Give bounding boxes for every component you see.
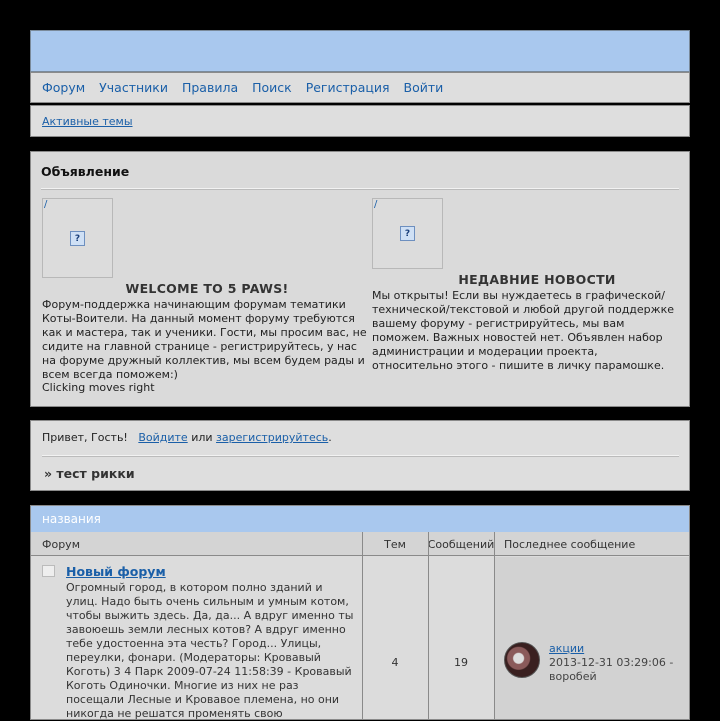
announcement-panel: [30, 151, 690, 407]
greeting-or: или: [191, 431, 213, 444]
right-announcement-image[interactable]: [372, 198, 443, 269]
right-announcement-text: Мы открыты! Если вы нуждаетесь в графической/ технической/текстовой и любой другой поддержке вашему форуму - регистрируйтесь, мы вам поможем. Важных новостей нет. Объявлен набор администрации и модерации проекта, относительно этого - пишите в личку парамошке.: [372, 289, 674, 372]
avatar[interactable]: [504, 642, 540, 678]
column-posts: Сообщений: [427, 537, 495, 551]
login-link[interactable]: Войдите: [138, 431, 188, 444]
nav-members[interactable]: Участники: [99, 80, 168, 95]
left-announcement-text: Форум-поддержка начинающим форумам тематики Коты-Воители. На данный момент форуму требуются как и мастера, так и ученики. Гости, мы просим вас, не сидите на главной странице - регистрируйтесь, у нас на форуме дружный коллектив, мы всем будем рады и всем всегда поможем:): [42, 298, 367, 381]
forum-title-link[interactable]: Новый форум: [66, 564, 166, 579]
forum-title-banner: [30, 30, 690, 72]
column-topics: Тем: [384, 537, 406, 551]
active-topics-link[interactable]: Активные темы: [42, 114, 133, 128]
forum-category-table: [30, 505, 690, 720]
question-mark-icon: ?: [400, 226, 415, 241]
posts-count: 19: [454, 656, 468, 669]
greeting-line: [42, 431, 332, 444]
column-forum: Форум: [42, 537, 80, 551]
left-image-link[interactable]: /: [44, 199, 48, 210]
column-divider: [494, 532, 495, 719]
column-last-post: Последнее сообщение: [504, 537, 636, 551]
register-link[interactable]: зарегистрируйтесь: [216, 431, 329, 444]
forum-description: Огромный город, в котором полно зданий и улиц. Надо быть очень сильным и умным котом, чтобы выжить здесь. Да, да... А вдруг именно ты завоюешь земли лесных котов? А вдруг именно тебе удостоенна эта честь? Город... Улицы, переулки, фонари. (Модераторы: Кровавый Коготь) 3 4 Парк 2009-07-24 11:58:39 - Кровавый Коготь Одиночки. Многие из них не раз посещали Лесные и Кровавое племена, но они никогда не решатся променять свою: [66, 581, 354, 720]
column-divider: [428, 532, 429, 719]
announcement-divider: [41, 188, 679, 190]
right-announcement-heading: НЕДАВНИЕ НОВОСТИ: [458, 272, 616, 287]
greeting-divider: [42, 455, 679, 457]
topics-count: 4: [391, 656, 399, 669]
greeting-text: Привет, Гость!: [42, 431, 128, 444]
left-announcement-image[interactable]: [42, 198, 113, 278]
left-announcement-heading: WELCOME TO 5 PAWS!: [125, 281, 289, 296]
greeting-period: .: [328, 431, 332, 444]
nav-forum[interactable]: Форум: [42, 80, 86, 95]
right-image-link[interactable]: /: [374, 199, 378, 210]
left-announcement-extra: Clicking moves right: [42, 381, 155, 394]
nav-register[interactable]: Регистрация: [305, 80, 390, 95]
main-navbar: [30, 72, 690, 103]
forum-status-icon: [42, 565, 55, 577]
last-post-cell: [494, 557, 689, 719]
table-header-row: [31, 532, 689, 556]
last-post-link[interactable]: акции: [549, 642, 585, 655]
announcement-title: Объявление: [41, 164, 130, 179]
sub-navbar: [30, 105, 690, 137]
nav-search[interactable]: Поиск: [252, 80, 292, 95]
nav-rules[interactable]: Правила: [181, 80, 239, 95]
nav-login[interactable]: Войти: [403, 80, 444, 95]
category-header[interactable]: названия: [31, 506, 689, 532]
breadcrumb: » тест рикки: [44, 466, 135, 481]
question-mark-icon: ?: [70, 231, 85, 246]
greeting-panel: [30, 420, 690, 491]
column-divider: [362, 532, 363, 719]
last-post-date: 2013-12-31 03:29:06 - воробей: [549, 656, 674, 683]
